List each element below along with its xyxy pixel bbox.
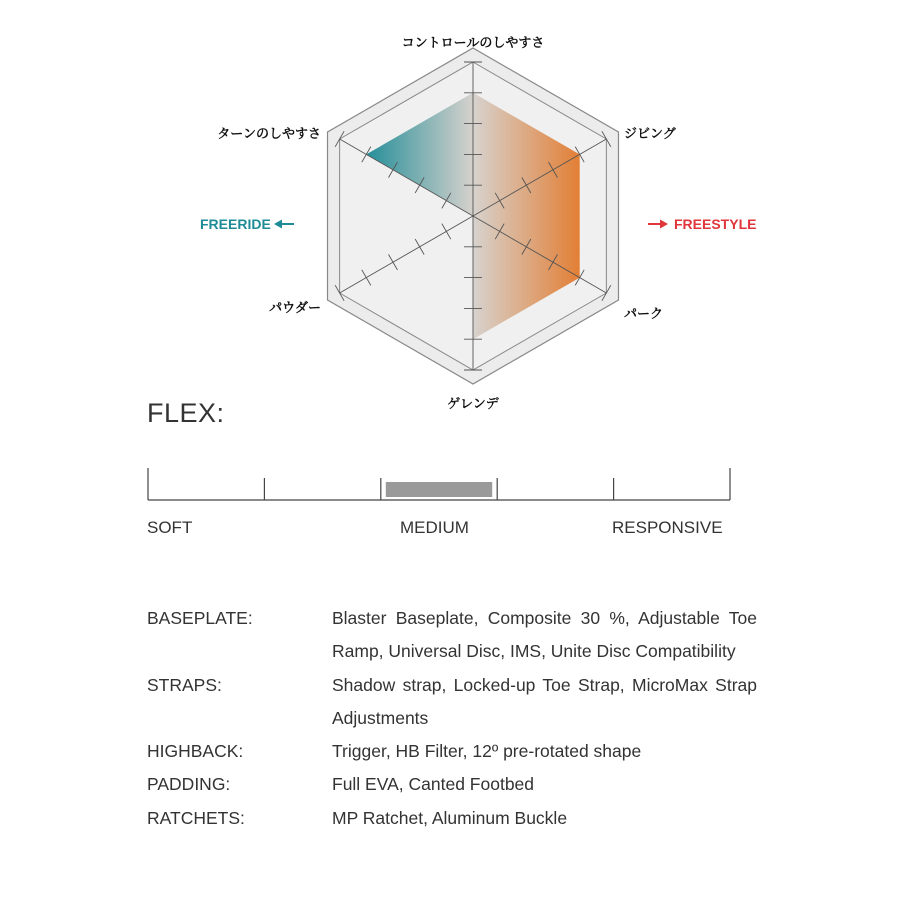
arrow-right-icon bbox=[648, 220, 668, 229]
spec-key: RATCHETS: bbox=[147, 807, 245, 828]
flex-title: FLEX: bbox=[147, 398, 225, 428]
spec-key: PADDING: bbox=[147, 774, 231, 795]
arrow-left-icon bbox=[274, 220, 294, 229]
radar-axis-label: ターンのしやすさ bbox=[217, 127, 321, 142]
flex-indicator bbox=[386, 482, 492, 497]
spec-table bbox=[147, 602, 757, 835]
radar-axis-label: ジビング bbox=[624, 127, 676, 142]
spec-row-padding bbox=[147, 768, 757, 801]
freestyle-label: FREESTYLE bbox=[674, 216, 757, 232]
spec-key: BASEPLATE: bbox=[147, 608, 253, 628]
flex-label-medium: MEDIUM bbox=[400, 518, 469, 537]
radar-chart bbox=[0, 0, 900, 420]
radar-axis-label: パウダー bbox=[269, 301, 321, 316]
spec-row-baseplate bbox=[147, 602, 757, 669]
spec-value: Blaster Baseplate, Composite 30 %, Adjustable Toe Ramp, Universal Disc, IMS, Unite Disc Compatibility bbox=[332, 608, 757, 662]
radar-axis-label: ゲレンデ bbox=[447, 397, 499, 412]
radar-axis-label: コントロールのしやすさ bbox=[401, 36, 545, 51]
spec-key: HIGHBACK: bbox=[147, 741, 244, 762]
spec-key: STRAPS: bbox=[147, 674, 222, 695]
spec-row-highback bbox=[147, 735, 757, 768]
radar-axis-label: パーク bbox=[624, 307, 664, 322]
spec-row-ratchets bbox=[147, 802, 757, 835]
freeride-label: FREERIDE bbox=[200, 216, 271, 232]
spec-value: Shadow strap, Locked-up Toe Strap, MicroMax Strap Adjustments bbox=[332, 674, 757, 728]
flex-scale bbox=[140, 462, 740, 512]
spec-value: Trigger, HB Filter, 12º pre-rotated shape bbox=[332, 741, 642, 762]
flex-label-responsive: RESPONSIVE bbox=[612, 518, 723, 537]
spec-row-straps bbox=[147, 669, 757, 736]
spec-value: Full EVA, Canted Footbed bbox=[332, 774, 535, 795]
spec-value: MP Ratchet, Aluminum Buckle bbox=[332, 807, 568, 828]
flex-label-soft: SOFT bbox=[147, 518, 193, 537]
